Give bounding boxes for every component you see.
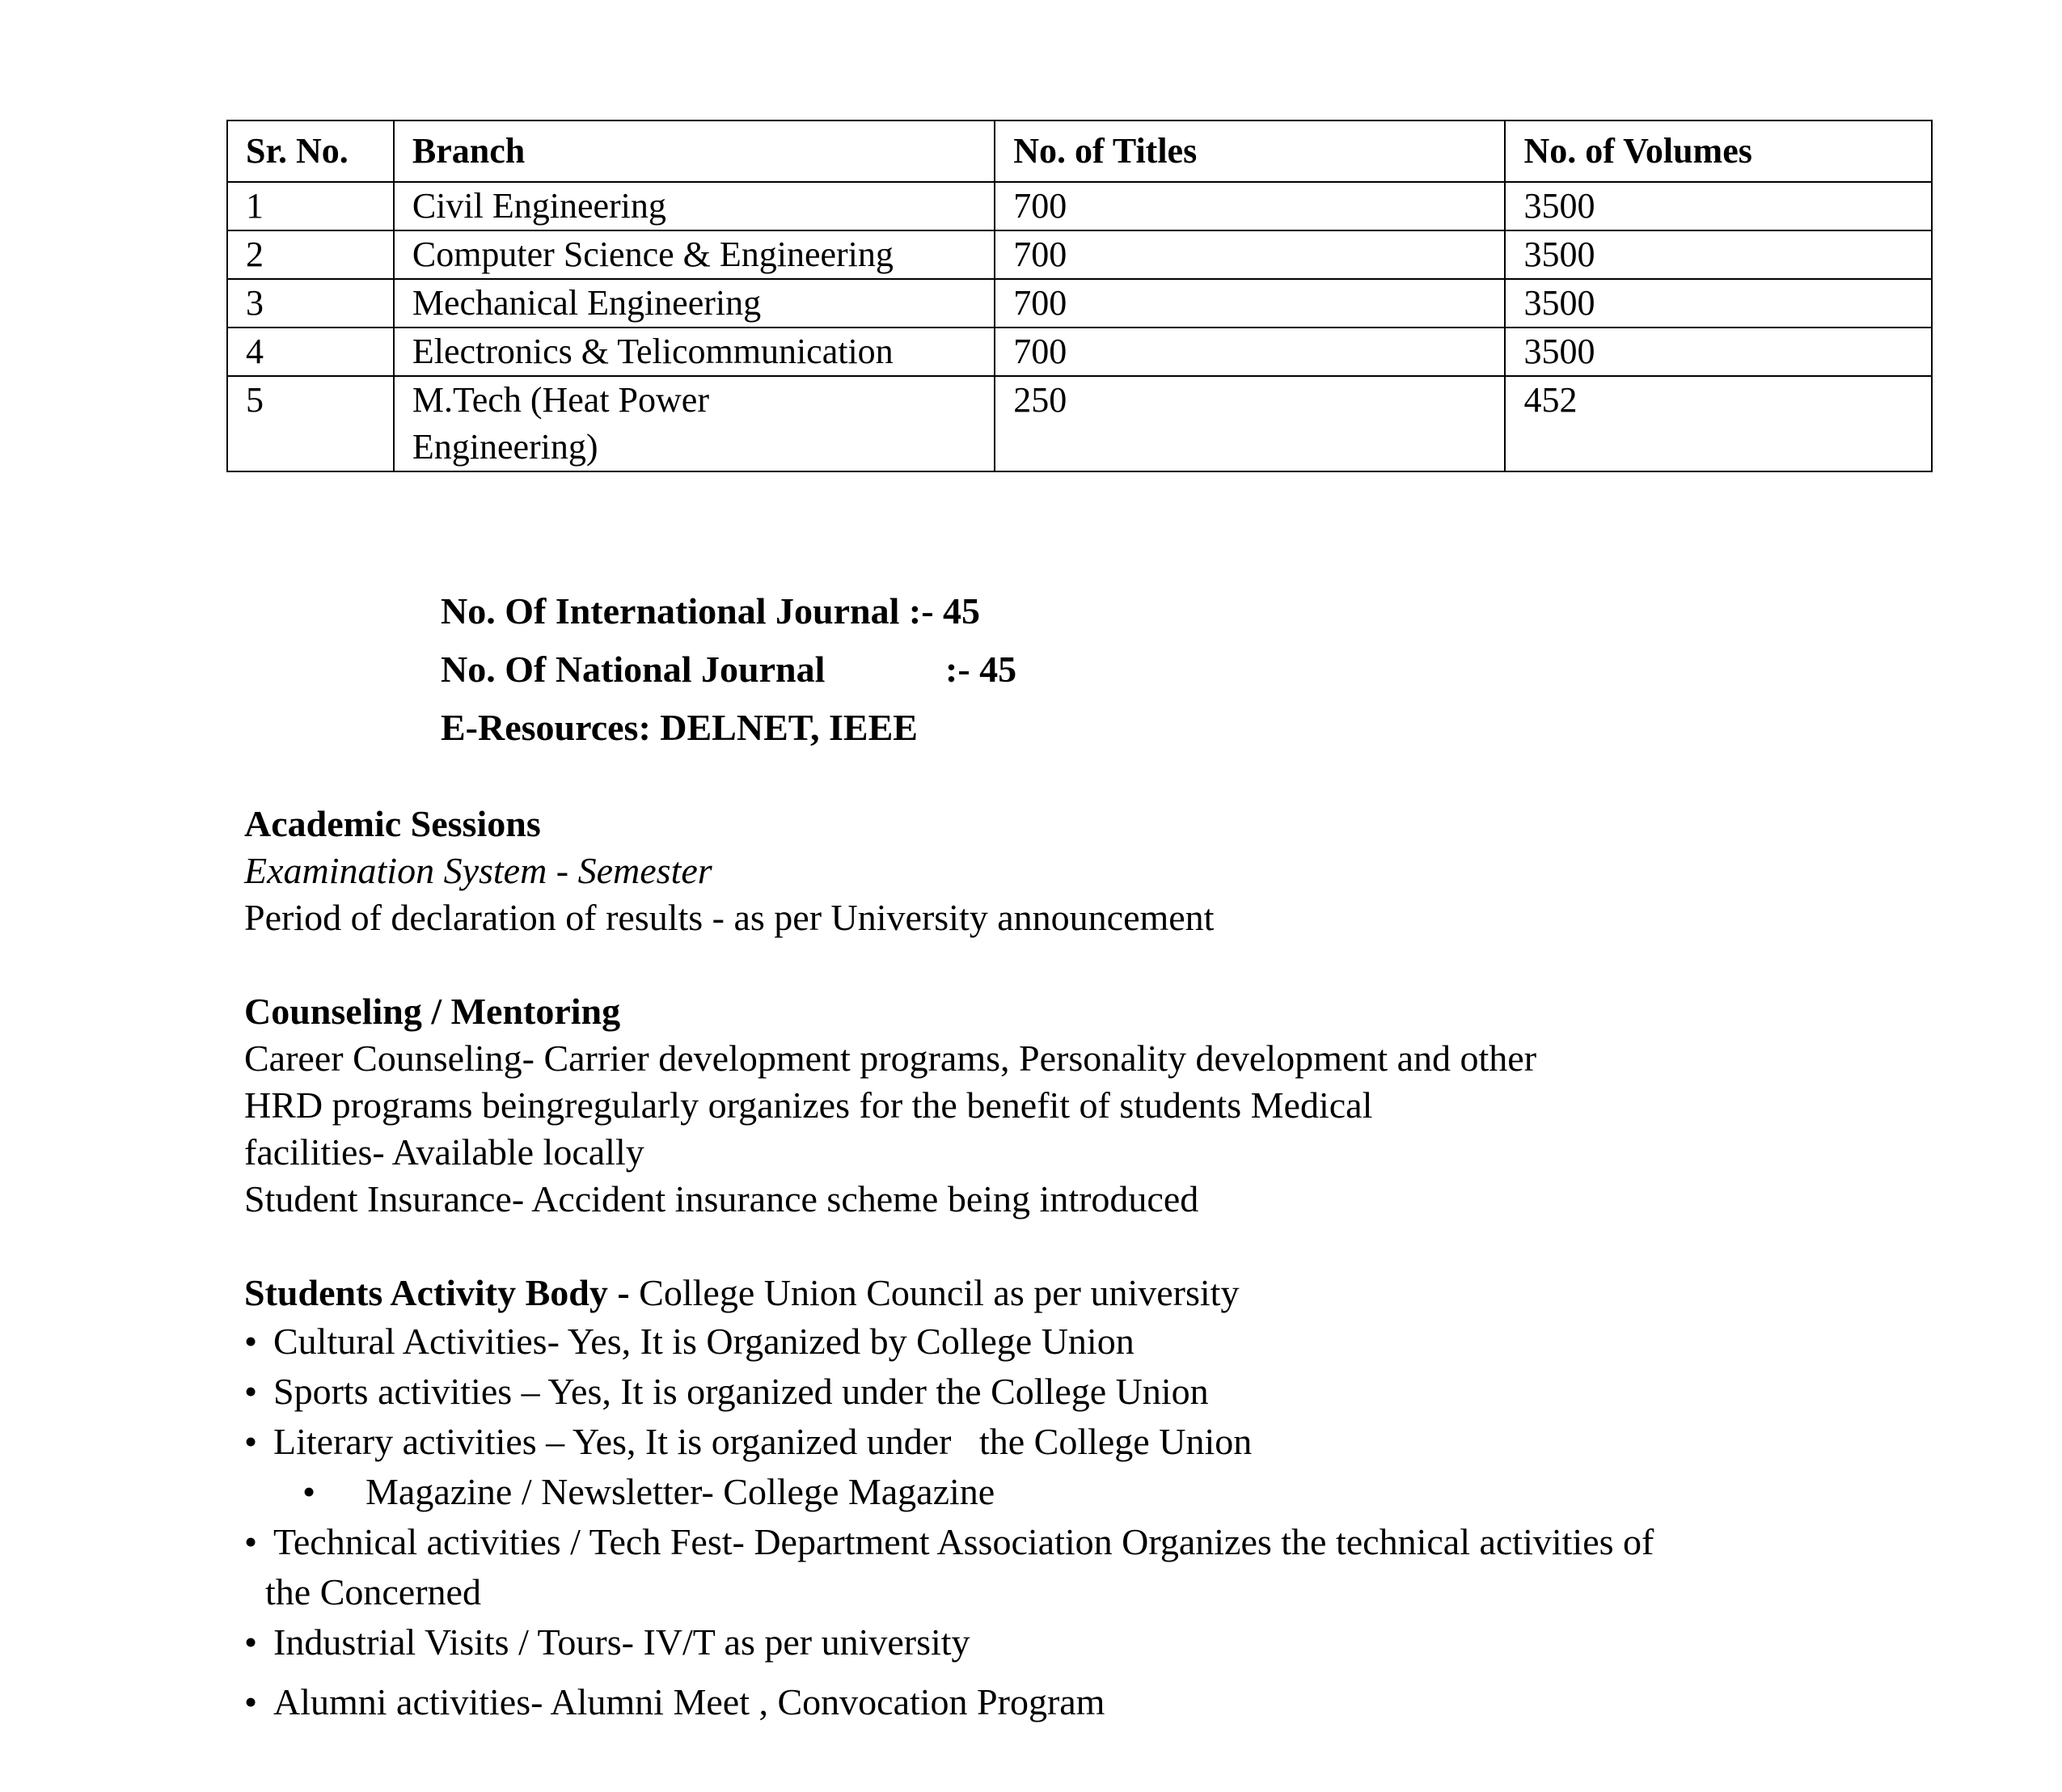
national-journal-label: No. Of National Journal [441, 649, 826, 690]
list-item-text: Technical activities / Tech Fest- Department Association Organizes the technical activities of [273, 1521, 1654, 1562]
students-activity-desc: College Union Council as per university [629, 1272, 1240, 1313]
header-titles: No. of Titles [995, 120, 1505, 182]
cell-branch: Mechanical Engineering [394, 279, 995, 328]
list-item [244, 1677, 1942, 1727]
international-journal-line [441, 582, 1016, 640]
cell-branch: Electronics & Telicommunication [394, 328, 995, 376]
list-item [244, 1317, 1942, 1367]
cell-titles: 700 [995, 279, 1505, 328]
cell-sr: 2 [227, 230, 394, 279]
national-journal-value: :- 45 [945, 649, 1017, 690]
cell-branch-line1: M.Tech (Heat Power [412, 380, 709, 420]
national-journal-line [441, 640, 1016, 699]
students-activity-heading [244, 1270, 1942, 1317]
header-branch: Branch [394, 120, 995, 182]
bullet-icon: • [244, 1681, 258, 1722]
cell-volumes: 3500 [1505, 328, 1932, 376]
cell-volumes: 3500 [1505, 182, 1932, 230]
library-table [226, 120, 1933, 472]
table-row [227, 182, 1932, 230]
international-journal-value: :- 45 [908, 590, 981, 632]
cell-branch: Computer Science & Engineering [394, 230, 995, 279]
bullet-icon: • [244, 1371, 258, 1412]
cell-titles: 700 [995, 230, 1505, 279]
cell-sr: 5 [227, 376, 394, 471]
cell-titles: 700 [995, 328, 1505, 376]
counseling-line: HRD programs beingregularly organizes for the benefit of students Medical [244, 1084, 1373, 1126]
counseling-line: Student Insurance- Accident insurance scheme being introduced [244, 1178, 1199, 1219]
list-item [244, 1417, 1942, 1467]
list-item [244, 1617, 1942, 1667]
spacer [244, 1223, 1942, 1270]
results-period-text: Period of declaration of results - as per University announcement [244, 897, 1215, 938]
bullet-icon: • [244, 1421, 258, 1462]
list-item-text: Sports activities – Yes, It is organized under the College Union [273, 1371, 1209, 1412]
table-header-row [227, 120, 1932, 182]
cell-branch: Civil Engineering [394, 182, 995, 230]
journals-block [441, 582, 1016, 757]
table-row [227, 376, 1932, 471]
bullet-icon: • [244, 1621, 258, 1663]
counseling-heading: Counseling / Mentoring [244, 991, 621, 1032]
academic-sessions-heading: Academic Sessions [244, 803, 541, 844]
list-item [244, 1517, 1942, 1567]
cell-branch-line2: Engineering) [412, 427, 598, 467]
list-item [244, 1367, 1942, 1417]
bullet-icon: • [302, 1471, 316, 1512]
cell-titles: 700 [995, 182, 1505, 230]
list-item-continuation: the Concerned [265, 1571, 481, 1612]
header-volumes: No. of Volumes [1505, 120, 1932, 182]
cell-sr: 1 [227, 182, 394, 230]
examination-system-text: Examination System - Semester [244, 850, 712, 891]
students-activity-label: Students Activity Body - [244, 1272, 630, 1313]
list-item-text: Literary activities – Yes, It is organized under the College Union [273, 1421, 1253, 1462]
list-item-text: Industrial Visits / Tours- IV/T as per university [273, 1621, 970, 1663]
header-sr-no: Sr. No. [227, 120, 394, 182]
table-row [227, 230, 1932, 279]
cell-volumes: 452 [1505, 376, 1932, 471]
cell-sr: 3 [227, 279, 394, 328]
international-journal-label: No. Of International Journal [441, 590, 900, 632]
cell-sr: 4 [227, 328, 394, 376]
cell-titles: 250 [995, 376, 1505, 471]
bullet-icon: • [244, 1321, 258, 1362]
body-content [244, 801, 1942, 1727]
cell-branch [394, 376, 995, 471]
bullet-icon: • [244, 1521, 258, 1562]
table-row [227, 328, 1932, 376]
eresources-line: E-Resources: DELNET, IEEE [441, 707, 918, 748]
list-item-text: Alumni activities- Alumni Meet , Convocation Program [273, 1681, 1105, 1722]
counseling-line: Career Counseling- Carrier development programs, Personality development and other [244, 1038, 1537, 1079]
list-item-text: Cultural Activities- Yes, It is Organized by College Union [273, 1321, 1135, 1362]
sub-list-item [244, 1467, 1942, 1517]
cell-volumes: 3500 [1505, 279, 1932, 328]
cell-volumes: 3500 [1505, 230, 1932, 279]
list-item-text: Magazine / Newsletter- College Magazine [365, 1471, 995, 1512]
spacer [244, 941, 1942, 988]
table-row [227, 279, 1932, 328]
counseling-line: facilities- Available locally [244, 1131, 644, 1173]
